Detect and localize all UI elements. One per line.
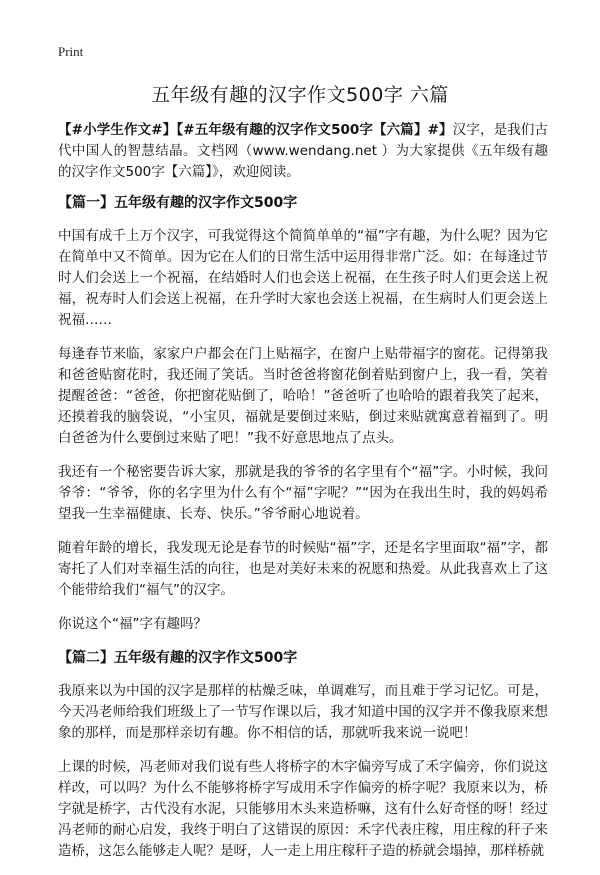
print-link[interactable]: Print — [58, 44, 84, 59]
section-1-paragraph: 我还有一个秘密要告诉大家，那就是我的爷爷的名字里有个“福”字。小时候，我问爷爷：“爷爷，你的名字里为什么有个“福”字呢？”“因为在我出生时，我的妈妈希望我一生幸福健康、长寿、快乐。”爷爷耐心地说着。 — [58, 464, 548, 522]
intro-tag: 【#小学生作文#】【#五年级有趣的汉字作文500字【六篇】#】 — [58, 122, 453, 138]
section-2-heading: 【篇二】五年级有趣的汉字作文500字 — [58, 650, 298, 666]
section-1-paragraph: 你说这个“福”字有趣吗？ — [58, 616, 207, 632]
section-1-paragraph: 中国有成千上万个汉字，可我觉得这个简简单单的“福”字有趣，为什么呢？因为它在简单中又不简单。因为它在人们的日常生活中运用得非常广泛。如：在每逢过节时人们会送上一个祝福，在结婚时人们也会送上祝福，在生孩子时人们更会送上祝福，祝寿时人们会送上祝福，在升学时大家也会送上祝福，在生病时人们更会送上祝福…… — [58, 228, 548, 328]
article-body — [58, 120, 548, 875]
section-2-paragraph: 我原来以为中国的汉字是那样的枯燥乏味，单调难写，而且难于学习记忆。可是，今天冯老师给我们班级上了一节写作课以后，我才知道中国的汉字并不像我原来想象的那样，而是那样亲切有趣。你不相信的话，那就听我来说一说吧！ — [58, 683, 548, 741]
intro-paragraph — [58, 120, 548, 183]
section-2-paragraph: 上课的时候，冯老师对我们说有些人将桥字的木字偏旁写成了禾字偏旁，你们说这样改，可以吗？为什么不能够将桥字写成用禾字作偏旁的桥字呢？我原来以为，桥字就是桥字，古代没有水泥，只能够用木头来造桥嘛，这有什么好奇怪的呀！经过冯老师的耐心启发，我终于明白了这错误的原因：禾字代表庄稼，用庄稼的秆子来造桥，这怎么能够走人呢？是呀，人一走上用庄稼秆子造的桥就会塌掉，那样桥就 — [58, 759, 548, 859]
intro-text: 汉字，是我们古代中国人的智慧结晶。文档网（www.wendang.net ）为大家提供《五年级有趣的汉字作文500字【六篇】》，欢迎阅读。 — [58, 122, 548, 180]
document-title: 五年级有趣的汉字作文500字 六篇 — [151, 84, 449, 106]
section-1-heading: 【篇一】五年级有趣的汉字作文500字 — [58, 195, 298, 211]
section-1-paragraph: 随着年龄的增长，我发现无论是春节的时候贴“福”字，还是名字里面取“福”字，都寄托了人们对幸福生活的向往，也是对美好未来的祝愿和热爱。从此我喜欢上了这个能带给我们“福气”的汉字。 — [58, 540, 548, 598]
section-1-paragraph: 每逢春节来临，家家户户都会在门上贴福字，在窗户上贴带福字的窗花。记得第我和爸爸贴窗花时，我还闹了笑话。当时爸爸将窗花倒着贴到窗户上，我一看，笑着提醒爸爸：“爸爸，你把窗花贴倒了，哈哈！”爸爸听了也哈哈的跟着我笑了起来，还摸着我的脑袋说，“小宝贝，福就是要倒过来贴，倒过来贴就寓意着福到了。明白爸爸为什么要倒过来贴了吧！”我不好意思地点了点头。 — [58, 346, 548, 446]
